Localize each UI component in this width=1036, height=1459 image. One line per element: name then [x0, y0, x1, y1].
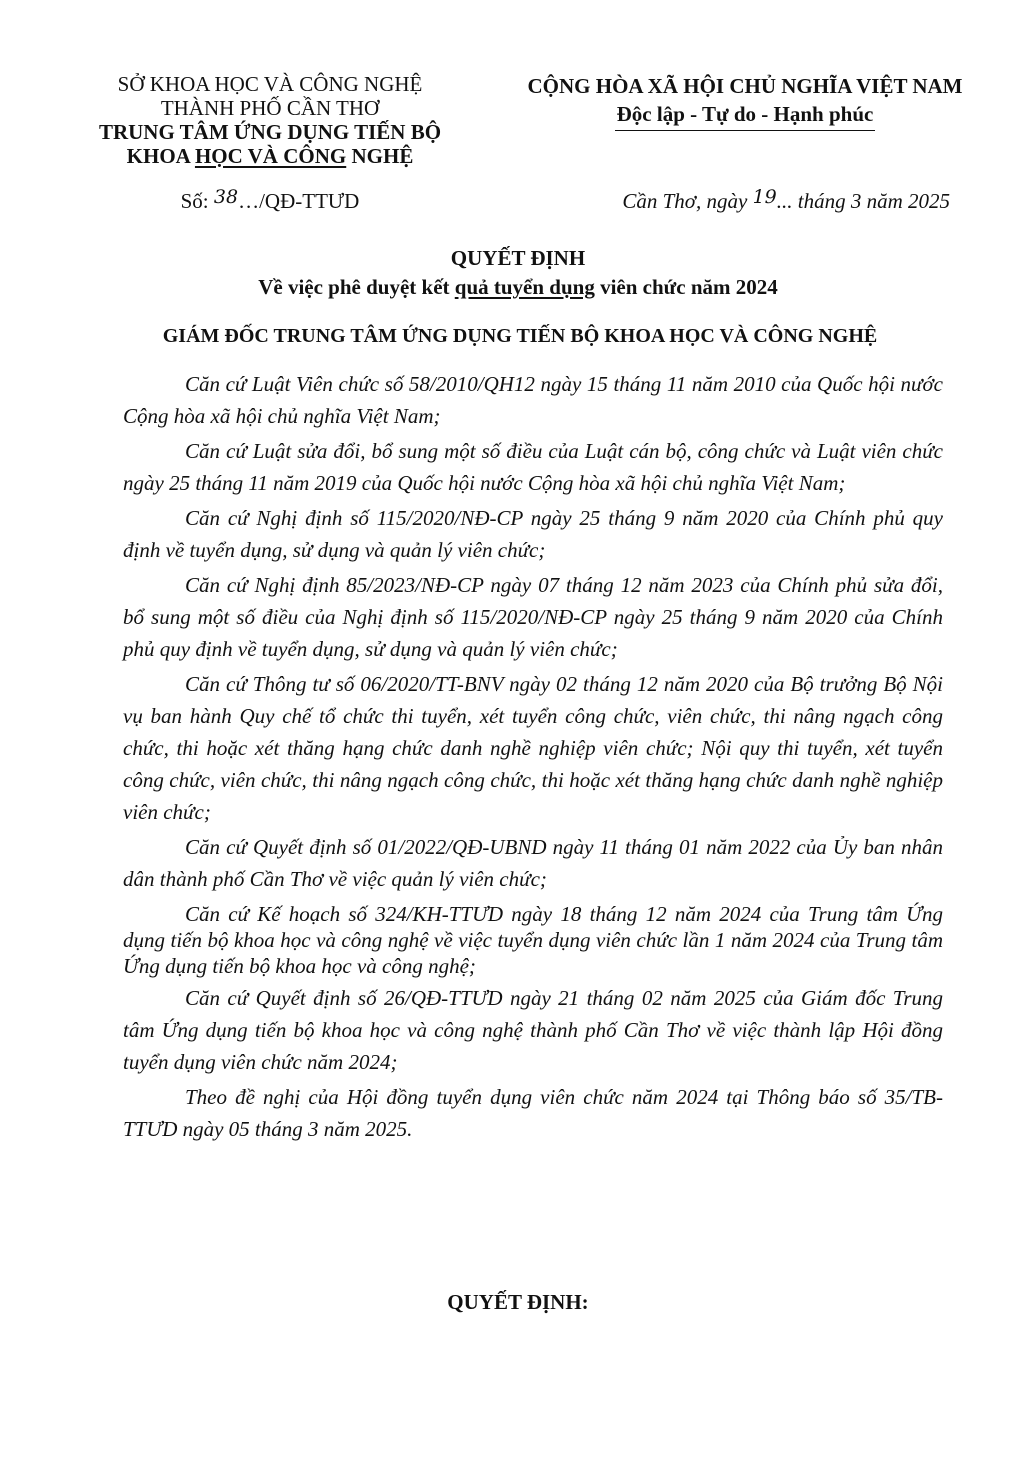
document-date-handwritten: 19: [752, 186, 777, 208]
document-date-prefix: Cần Thơ, ngày: [622, 189, 753, 213]
legal-basis-3: Căn cứ Nghị định số 115/2020/NĐ-CP ngày 25 tháng 9 năm 2020 của Chính phủ quy định về tuyển dụng, sử dụng và quản lý viên chức;: [123, 506, 943, 562]
legal-basis-6: Căn cứ Quyết định số 01/2022/QĐ-UBND ngày 11 tháng 01 năm 2022 của Ủy ban nhân dân thành phố Cần Thơ về việc quản lý viên chức;: [123, 835, 943, 891]
document-subject-pre: Về việc phê duyệt kết: [258, 275, 455, 299]
legal-basis-1: Căn cứ Luật Viên chức số 58/2010/QH12 ngày 15 tháng 11 năm 2010 của Quốc hội nước Cộng hòa xã hội chủ nghĩa Việt Nam;: [123, 372, 943, 428]
national-header: [495, 72, 995, 131]
legal-basis-2: Căn cứ Luật sửa đổi, bổ sung một số điều của Luật cán bộ, công chức và Luật viên chức ngày 25 tháng 11 năm 2019 của Quốc hội nước Cộng hòa xã hội chủ nghĩa Việt Nam;: [123, 439, 943, 495]
agency-line-1: SỞ KHOA HỌC VÀ CÔNG NGHỆ: [117, 72, 423, 96]
legal-basis-7: Căn cứ Kế hoạch số 324/KH-TTƯD ngày 18 tháng 12 năm 2024 của Trung tâm Ứng dụng tiến bộ khoa học và công nghệ về việc tuyển dụng viên chức lần 1 năm 2024 của Trung tâm Ứng dụng tiến bộ khoa học và công nghệ;: [123, 902, 943, 978]
agency-line-3: TRUNG TÂM ỨNG DỤNG TIẾN BỘ: [98, 120, 442, 144]
issuing-authority: GIÁM ĐỐC TRUNG TÂM ỨNG DỤNG TIẾN BỘ KHOA HỌC VÀ CÔNG NGHỆ: [162, 325, 878, 347]
legal-basis-5: Căn cứ Thông tư số 06/2020/TT-BNV ngày 02 tháng 12 năm 2020 của Bộ trưởng Bộ Nội vụ ban hành Quy chế tổ chức thi tuyển, xét tuyển công chức, viên chức, thi nâng ngạch công chức, thi hoặc xét thăng hạng chức danh nghề nghiệp viên chức; Nội quy thi tuyển, xét tuyển công chức, viên chức, thi nâng ngạch công chức, thi hoặc xét thăng hạng chức danh nghề nghiệp viên chức;: [123, 672, 943, 824]
document-number: [70, 186, 470, 214]
document-subject-post: viên chức năm 2024: [594, 275, 778, 299]
agency-line-4: [70, 144, 470, 168]
document-title-main: QUYẾT ĐỊNH: [450, 246, 586, 270]
agency-line-2: THÀNH PHỐ CẦN THƠ: [160, 96, 380, 120]
document-subject: [100, 273, 936, 302]
decision-heading: QUYẾT ĐỊNH:: [447, 1290, 589, 1314]
agency-line-4-pre: KHOA: [126, 144, 195, 168]
legal-bases: [123, 368, 943, 1145]
agency-line-4-post: NGHỆ: [346, 144, 414, 168]
legal-basis-8: Căn cứ Quyết định số 26/QĐ-TTƯD ngày 21 tháng 02 năm 2025 của Giám đốc Trung tâm Ứng dụng tiến bộ khoa học và công nghệ thành phố Cần Thơ về việc thành lập Hội đồng tuyển dụng viên chức năm 2024;: [123, 986, 943, 1074]
national-title: CỘNG HÒA XÃ HỘI CHỦ NGHĨA VIỆT NAM: [527, 74, 963, 98]
agency-line-4-underlined: HỌC VÀ CÔNG: [194, 144, 347, 168]
document-number-prefix: Số:: [180, 189, 214, 213]
document-date-suffix: ... tháng 3 năm 2025: [776, 189, 950, 213]
document-number-suffix: …/QĐ-TTƯD: [238, 189, 360, 213]
issuing-agency-header: [70, 72, 470, 168]
national-motto: Độc lập - Tự do - Hạnh phúc: [615, 100, 876, 131]
legal-basis-4: Căn cứ Nghị định 85/2023/NĐ-CP ngày 07 tháng 12 năm 2023 của Chính phủ sửa đổi, bổ sung một số điều của Nghị định số 115/2020/NĐ-CP ngày 25 tháng 9 năm 2020 của Chính phủ quy định về tuyển dụng, sử dụng và quản lý viên chức;: [123, 573, 943, 661]
document-number-handwritten: 38: [213, 186, 239, 208]
document-subject-underlined: quả tuyển dụng: [454, 275, 595, 299]
document-title: [100, 244, 936, 302]
legal-basis-9: Theo đề nghị của Hội đồng tuyển dụng viên chức năm 2024 tại Thông báo số 35/TB-TTƯD ngày 05 tháng 3 năm 2025.: [123, 1085, 943, 1141]
document-date: [495, 186, 950, 214]
